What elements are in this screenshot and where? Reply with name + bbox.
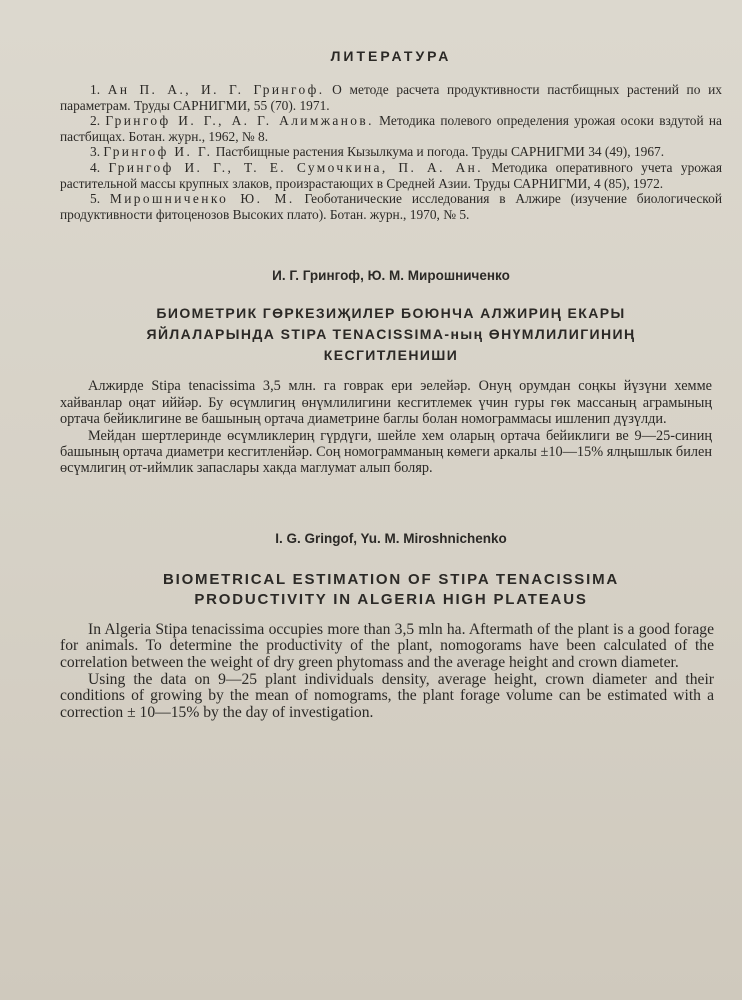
reference-author: Мирошниченко Ю. М. xyxy=(109,191,295,207)
english-paragraph: Using the data on 9—25 plant individuals density, average height, crown diameter and their conditions of growing by the mean of nomograms, the plant forage volume can be estimated with a correction ± 10—15% by the day of investigation. xyxy=(60,670,714,721)
reference-number: 2. xyxy=(90,113,101,129)
turkmen-paragraph: Мейдан шертлеринде өсүмликлериң гүрдүги, шейле хем оларың ортача бейиклиги ве 9—25-синиң башының ортача диаметри кесгитленйәр. Соң номограмманың көмеги аркалы ±10—15% ялңышлык билен өсүмлигиң от-иймлик запаслары хакда маглумат алып боляр. xyxy=(60,427,712,477)
english-title-line: BIOMETRICAL ESTIMATION OF STIPA TENACISSIMA xyxy=(162,570,619,588)
reference-text: Пастбищные растения Кызылкума и погода. Труды САРНИГМИ 34 (49), 1967. xyxy=(215,144,665,160)
english-title xyxy=(60,570,722,610)
reference-author: Ан П. А., И. Г. Грингоф. xyxy=(107,82,325,97)
reference-number: 3. xyxy=(90,144,101,160)
turkmen-abstract-section xyxy=(60,268,722,476)
turkmen-abstract xyxy=(60,378,722,476)
reference-author: Грингоф И. Г., Т. Е. Сумочкина, П. А. Ан. xyxy=(108,159,483,175)
turkmen-authors: И. Г. Грингоф, Ю. М. Мирошниченко xyxy=(272,268,510,284)
reference-author: Грингоф И. Г. xyxy=(103,144,213,160)
reference-text: Методика полевого определения урожая осоки вздутой на пастбищах. Ботан. журн., 1962, № 8. xyxy=(60,113,723,144)
reference-text: О методе расчета продуктивности пастбищных растений по их параметрам. Труды САРНИГМИ, 55 (70). 1971. xyxy=(60,82,722,113)
reference-number: 4. xyxy=(90,159,101,175)
reference-item xyxy=(60,82,722,113)
reference-item xyxy=(60,191,722,222)
reference-text: Геоботанические исследования в Алжире (изучение биологической продуктивности фитоценозов Высоких плато). Ботан. журн., 1970, № 5. xyxy=(60,191,722,222)
literature-heading: ЛИТЕРАТУРА xyxy=(330,48,452,64)
reference-number: 5. xyxy=(90,191,101,207)
reference-number: 1. xyxy=(90,82,101,97)
reference-text: Методика оперативного учета урожая растительной массы крупных злаков, произрастающих в Средней Азии. Труды САРНИГМИ, 4 (85), 1972. xyxy=(60,159,722,191)
turkmen-title-line: БИОМЕТРИК ГӨРКЕЗИҖИЛЕР БОЮНЧА АЛЖИРИҢ ЕКАРЫ xyxy=(156,305,626,322)
english-abstract xyxy=(60,622,722,722)
english-abstract-section xyxy=(60,531,722,722)
literature-section xyxy=(60,48,722,222)
reference-item xyxy=(60,113,722,144)
reference-author: Грингоф И. Г., А. Г. Алимжанов. xyxy=(105,113,374,129)
turkmen-title xyxy=(60,303,722,366)
english-paragraph: In Algeria Stipa tenacissima occupies more than 3,5 mln ha. Aftermath of the plant is a good forage for animals. To determine the productivity of the plant, nomogorams have been calculated of the correlation between the weight of dry green phytomass and the average height and crown diameter. xyxy=(60,620,714,671)
reference-item xyxy=(60,144,722,160)
turkmen-title-line: ЯЙЛАЛАРЫНДА STIPA TENACISSIMA-ның ӨНҮМЛИЛИГИНИҢ xyxy=(146,326,636,343)
reference-item xyxy=(60,160,722,191)
reference-list xyxy=(60,82,722,222)
english-title-line: PRODUCTIVITY IN ALGERIA HIGH PLATEAUS xyxy=(194,590,588,608)
turkmen-title-line: КЕСГИТЛЕНИШИ xyxy=(323,347,459,364)
turkmen-paragraph: Алжирде Stipa tenacissima 3,5 млн. га говрак ери эелейәр. Онуң орумдан соңкы йүзүни хемме хайванлар оңат иййәр. Бу өсүмлигиң өнүмлилигини кесгитлемек үчин гуры гөк массаның аграмының ортача бейиклигине ве башының ортача диаметрине баглы болан номограммасы ишленип дүзүлди. xyxy=(60,378,712,428)
english-authors: I. G. Gringof, Yu. M. Miroshnichenko xyxy=(275,530,507,546)
